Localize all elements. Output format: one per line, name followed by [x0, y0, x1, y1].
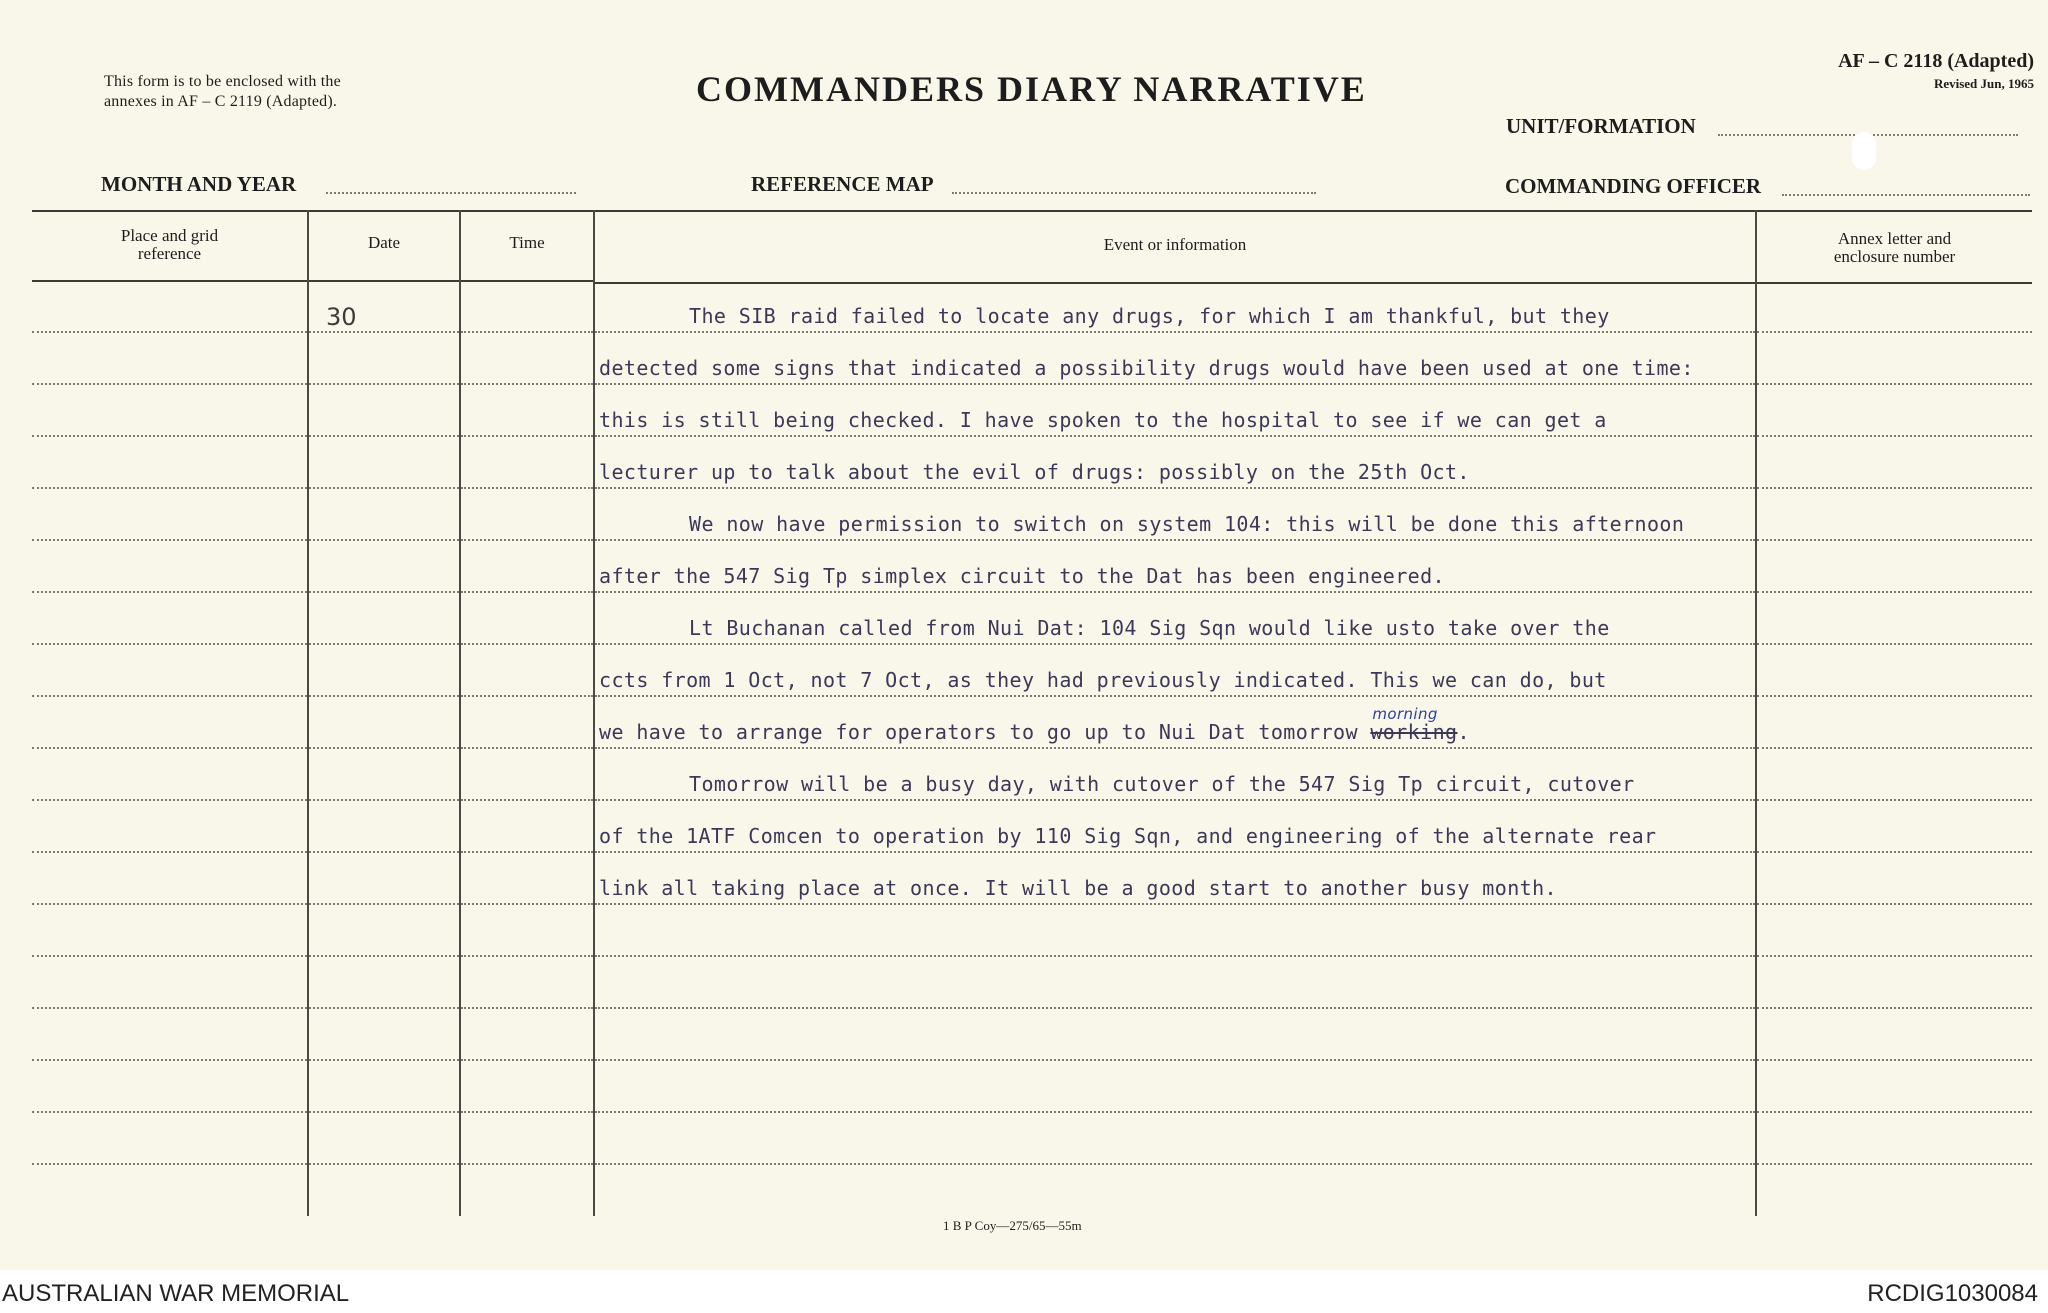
ruled-line: [461, 747, 593, 749]
ruled-line: [595, 487, 1755, 489]
ruled-line: [1757, 435, 2032, 437]
commanding-officer-label: COMMANDING OFFICER: [1505, 174, 1762, 198]
ruled-line: [309, 903, 459, 905]
narrative-line-5: We now have permission to switch on system 104: this will be done this afternoon: [689, 512, 1685, 536]
ruled-line: [32, 903, 307, 905]
month-year-field[interactable]: [326, 192, 576, 194]
narrative-line-2: detected some signs that indicated a possibility drugs would have been used at one time:: [599, 356, 1694, 380]
header-underline-event: [595, 282, 1755, 284]
ruled-line: [1757, 383, 2032, 385]
ruled-line: [32, 539, 307, 541]
ruled-line: [309, 1163, 459, 1165]
footer-right: RCDIG1030084: [1867, 1280, 2038, 1307]
ruled-line: [461, 383, 593, 385]
ruled-line: [32, 955, 307, 957]
ruled-line: [309, 851, 459, 853]
ruled-line: [1757, 695, 2032, 697]
column-divider-4: [1755, 210, 1757, 1216]
header-annex-line2: enclosure number: [1833, 247, 1956, 266]
reference-map-field[interactable]: [952, 192, 1316, 194]
form-code: AF – C 2118 (Adapted): [1838, 50, 2034, 72]
narrative-line-9-text: we have to arrange for operators to go up to Nui Dat tomorrow: [599, 720, 1358, 744]
ruled-line: [461, 591, 593, 593]
ruled-line: [1757, 1111, 2032, 1113]
ruled-line: [595, 539, 1755, 541]
ruled-line: [461, 695, 593, 697]
ruled-line: [309, 643, 459, 645]
ruled-line: [32, 487, 307, 489]
ruled-line: [461, 643, 593, 645]
ruled-line: [1757, 643, 2032, 645]
ruled-line: [309, 1007, 459, 1009]
ruled-line: [595, 643, 1755, 645]
ruled-line: [309, 383, 459, 385]
footer-left: AUSTRALIAN WAR MEMORIAL: [2, 1280, 350, 1307]
column-divider-3: [593, 210, 595, 1216]
month-year-label: MONTH AND YEAR: [101, 172, 297, 196]
ruled-line: [32, 1163, 307, 1165]
narrative-line-8: ccts from 1 Oct, not 7 Oct, as they had previously indicated. This we can do, but: [599, 668, 1607, 692]
struck-word: working: [1370, 720, 1458, 744]
ruled-line: [1757, 1007, 2032, 1009]
header-place-line1: Place and grid: [120, 226, 219, 245]
ruled-line: [595, 851, 1755, 853]
ruled-line: [461, 539, 593, 541]
ruled-line: [595, 955, 1755, 957]
ruled-line: [1757, 591, 2032, 593]
header-underline-annex: [1757, 282, 2032, 284]
ruled-line: [595, 1059, 1755, 1061]
ruled-line: [309, 1059, 459, 1061]
ruled-line: [595, 747, 1755, 749]
ruled-line: [1757, 851, 2032, 853]
header-annex-line1: Annex letter and: [1837, 229, 1952, 248]
ruled-line: [461, 799, 593, 801]
ruled-line: [595, 903, 1755, 905]
narrative-line-7: Lt Buchanan called from Nui Dat: 104 Sig Sqn would like usto take over the: [689, 616, 1610, 640]
ruled-line: [461, 955, 593, 957]
narrative-line-9: [599, 705, 1470, 744]
punch-hole: [1852, 132, 1876, 170]
ruled-line: [461, 903, 593, 905]
header-event: Event or information: [1103, 235, 1247, 254]
ruled-line: [32, 643, 307, 645]
printer-mark: 1 B P Coy—275/65—55m: [943, 1218, 1082, 1233]
column-divider-2: [459, 210, 461, 1216]
ruled-line: [461, 331, 593, 333]
ruled-line: [32, 1007, 307, 1009]
column-divider-1: [307, 210, 309, 1216]
table-top-border: [32, 210, 2032, 212]
page-title: COMMANDERS DIARY NARRATIVE: [696, 69, 1367, 109]
ruled-line: [309, 695, 459, 697]
ruled-line: [309, 591, 459, 593]
ruled-line: [595, 799, 1755, 801]
ruled-line: [595, 1111, 1755, 1113]
ruled-line: [1757, 1059, 2032, 1061]
ruled-line: [595, 591, 1755, 593]
ruled-line: [595, 435, 1755, 437]
correction-group: [1370, 705, 1458, 744]
narrative-line-11: of the 1ATF Comcen to operation by 110 Sig Sqn, and engineering of the alternate rear: [599, 824, 1657, 848]
ruled-line: [461, 1059, 593, 1061]
date-entry: 30: [326, 303, 357, 331]
ruled-line: [32, 383, 307, 385]
ruled-line: [309, 955, 459, 957]
ruled-line: [461, 1007, 593, 1009]
ruled-line: [32, 331, 307, 333]
narrative-line-9-end: .: [1457, 720, 1470, 744]
ruled-line: [309, 1111, 459, 1113]
header-underline-place: [32, 280, 307, 282]
handwritten-correction: morning: [1372, 705, 1438, 723]
reference-map-label: REFERENCE MAP: [751, 172, 934, 196]
ruled-line: [309, 435, 459, 437]
narrative-line-1: The SIB raid failed to locate any drugs, for which I am thankful, but they: [689, 304, 1610, 328]
ruled-line: [1757, 1163, 2032, 1165]
header-annex: [1757, 230, 2032, 266]
revised-date: Revised Jun, 1965: [1933, 76, 2034, 91]
narrative-line-6: after the 547 Sig Tp simplex circuit to the Dat has been engineered.: [599, 564, 1445, 588]
ruled-line: [461, 1111, 593, 1113]
ruled-line: [595, 1007, 1755, 1009]
unit-formation-label: UNIT/FORMATION: [1506, 114, 1696, 138]
ruled-line: [309, 799, 459, 801]
ruled-line: [1757, 799, 2032, 801]
header-time: Time: [509, 233, 545, 252]
narrative-line-10: Tomorrow will be a busy day, with cutover of the 547 Sig Tp circuit, cutover: [689, 772, 1635, 796]
header-underline-date: [309, 280, 459, 282]
ruled-line: [32, 1059, 307, 1061]
ruled-line: [1757, 955, 2032, 957]
ruled-line: [32, 435, 307, 437]
ruled-line: [32, 799, 307, 801]
ruled-line: [595, 383, 1755, 385]
header-place-line2: reference: [137, 244, 202, 263]
ruled-line: [1757, 539, 2032, 541]
ruled-line: [595, 1163, 1755, 1165]
header-underline-time: [461, 280, 593, 282]
ruled-line: [309, 747, 459, 749]
narrative-line-3: this is still being checked. I have spoken to the hospital to see if we can get a: [599, 408, 1607, 432]
ruled-line: [1757, 747, 2032, 749]
ruled-line: [32, 747, 307, 749]
ruled-line: [32, 695, 307, 697]
ruled-line: [309, 539, 459, 541]
commanding-officer-field[interactable]: [1782, 194, 2030, 196]
ruled-line: [461, 487, 593, 489]
ruled-line: [461, 435, 593, 437]
ruled-line: [32, 851, 307, 853]
ruled-line: [595, 331, 1755, 333]
narrative-line-4: lecturer up to talk about the evil of drugs: possibly on the 25th Oct.: [599, 460, 1470, 484]
enclosure-note-line2: annexes in AF – C 2119 (Adapted).: [104, 93, 338, 110]
ruled-line: [32, 591, 307, 593]
narrative-line-12: link all taking place at once. It will be a good start to another busy month.: [599, 876, 1557, 900]
ruled-line: [309, 331, 459, 333]
ruled-line: [1757, 903, 2032, 905]
ruled-line: [595, 695, 1755, 697]
enclosure-note: [104, 72, 444, 112]
ruled-line: [32, 1111, 307, 1113]
ruled-line: [1757, 487, 2032, 489]
ruled-line: [1757, 331, 2032, 333]
enclosure-note-line1: This form is to be enclosed with the: [104, 73, 341, 90]
header-place-grid: [32, 227, 307, 263]
header-date: Date: [367, 233, 401, 252]
ruled-line: [309, 487, 459, 489]
ruled-line: [461, 851, 593, 853]
ruled-line: [461, 1163, 593, 1165]
